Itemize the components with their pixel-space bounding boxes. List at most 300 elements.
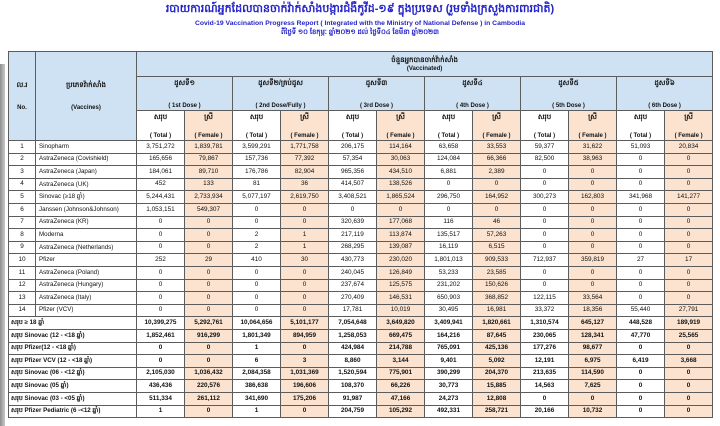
cell-row-number: 10 — [9, 254, 36, 267]
summary-value: 1,520,594 — [329, 367, 377, 380]
cell-value: 29 — [185, 254, 233, 267]
page-edge-shadow — [0, 64, 5, 426]
cell-value: 0 — [521, 267, 569, 280]
cell-value: 27,791 — [665, 304, 713, 317]
cell-value: 57,354 — [329, 153, 377, 166]
vaccinated-label-english: (Vaccinated) — [406, 66, 443, 73]
table-row — [9, 141, 713, 154]
cell-value: 0 — [569, 216, 617, 229]
female-subheader-english: ( Female ) — [290, 133, 319, 140]
cell-value: 1,053,151 — [137, 204, 185, 217]
female-subheader-inner — [665, 111, 712, 140]
summary-label: សរុប Sinovac (05 ឆ្នាំ) — [9, 380, 137, 393]
cell-value: 0 — [617, 241, 665, 254]
female-subheader — [281, 111, 329, 141]
summary-row — [9, 392, 713, 405]
cell-vaccine-name: Sinovac (≥18 ឆ្នាំ) — [36, 191, 137, 204]
summary-value: 0 — [137, 355, 185, 368]
cell-row-number: 2 — [9, 153, 36, 166]
total-subheader-inner — [521, 111, 568, 140]
cell-value: 240,045 — [329, 267, 377, 280]
summary-value: 10,399,275 — [137, 317, 185, 330]
summary-value: 448,528 — [617, 317, 665, 330]
cell-value: 0 — [665, 267, 713, 280]
summary-value: 2,084,358 — [233, 367, 281, 380]
cell-value: 79,867 — [185, 153, 233, 166]
female-subheader-khmer: ស្រី — [396, 114, 405, 122]
summary-row — [9, 367, 713, 380]
no-column-header — [9, 52, 36, 141]
cell-value: 0 — [569, 166, 617, 179]
summary-value: 645,127 — [569, 317, 617, 330]
summary-value: 98,677 — [569, 342, 617, 355]
female-subheader-khmer: ស្រី — [684, 114, 693, 122]
dose-2-english: ( 2nd Dose/Fully ) — [255, 103, 306, 110]
summary-row — [9, 317, 713, 330]
cell-row-number: 6 — [9, 204, 36, 217]
cell-value: 0 — [617, 204, 665, 217]
summary-value: 390,299 — [425, 367, 473, 380]
summary-value: 6 — [233, 355, 281, 368]
cell-value: 33,372 — [521, 304, 569, 317]
cell-value: 126,849 — [377, 267, 425, 280]
cell-vaccine-name: Pfizer (VCV) — [36, 304, 137, 317]
summary-value: 916,299 — [185, 329, 233, 342]
summary-value: 213,635 — [521, 367, 569, 380]
cell-value: 38,963 — [569, 153, 617, 166]
summary-value: 7,054,648 — [329, 317, 377, 330]
cell-value: 0 — [521, 216, 569, 229]
cell-value: 1,865,524 — [377, 191, 425, 204]
summary-row — [9, 380, 713, 393]
cell-value: 146,531 — [377, 292, 425, 305]
summary-value: 47,770 — [617, 329, 665, 342]
summary-value: 2,105,030 — [137, 367, 185, 380]
cell-value: 712,937 — [521, 254, 569, 267]
cell-value: 176,786 — [233, 166, 281, 179]
cell-value: 124,084 — [425, 153, 473, 166]
summary-value: 214,788 — [377, 342, 425, 355]
summary-value: 66,226 — [377, 380, 425, 393]
cell-value: 138,526 — [377, 178, 425, 191]
total-subheader-khmer: សរុប — [153, 114, 168, 122]
cell-value: 0 — [569, 178, 617, 191]
summary-value: 3,409,941 — [425, 317, 473, 330]
table-row — [9, 216, 713, 229]
cell-value: 0 — [521, 229, 569, 242]
summary-value: 6,419 — [617, 355, 665, 368]
female-subheader — [185, 111, 233, 141]
summary-value: 424,984 — [329, 342, 377, 355]
summary-value: 1,801,349 — [233, 329, 281, 342]
female-subheader-inner — [377, 111, 424, 140]
cell-value: 0 — [233, 279, 281, 292]
cell-value: 430,773 — [329, 254, 377, 267]
cell-value: 0 — [281, 216, 329, 229]
summary-value: 7,625 — [569, 380, 617, 393]
cell-value: 3,751,272 — [137, 141, 185, 154]
summary-value: 114,590 — [569, 367, 617, 380]
summary-value: 0 — [617, 342, 665, 355]
cell-value: 0 — [569, 241, 617, 254]
cell-value: 150,626 — [473, 279, 521, 292]
cell-value: 33,553 — [473, 141, 521, 154]
cell-value: 0 — [665, 216, 713, 229]
cell-value: 268,295 — [329, 241, 377, 254]
dose-5-khmer: ដូសទី៥ — [558, 80, 579, 88]
female-subheader-english: ( Female ) — [386, 133, 415, 140]
cell-value: 59,377 — [521, 141, 569, 154]
cell-value: 0 — [329, 204, 377, 217]
summary-value: 0 — [137, 342, 185, 355]
cell-value: 0 — [281, 279, 329, 292]
cell-value: 2,619,750 — [281, 191, 329, 204]
cell-value: 82,500 — [521, 153, 569, 166]
cell-value: 0 — [377, 204, 425, 217]
cell-value: 0 — [137, 241, 185, 254]
cell-value: 30,063 — [377, 153, 425, 166]
summary-value: 386,638 — [233, 380, 281, 393]
summary-value: 128,341 — [569, 329, 617, 342]
cell-value: 116 — [425, 216, 473, 229]
cell-vaccine-name: AstraZeneca (Poland) — [36, 267, 137, 280]
female-subheader-english: ( Female ) — [674, 133, 703, 140]
cell-value: 17,781 — [329, 304, 377, 317]
cell-value: 0 — [617, 166, 665, 179]
total-subheader — [617, 111, 665, 141]
cell-value: 0 — [665, 279, 713, 292]
summary-value: 1 — [233, 405, 281, 418]
total-subheader-inner — [329, 111, 376, 140]
cell-value: 0 — [281, 304, 329, 317]
cell-value: 46 — [473, 216, 521, 229]
cell-value: 1,839,781 — [185, 141, 233, 154]
summary-value: 0 — [185, 355, 233, 368]
cell-value: 0 — [473, 204, 521, 217]
cell-value: 0 — [137, 216, 185, 229]
table-row — [9, 178, 713, 191]
summary-value: 204,370 — [473, 367, 521, 380]
cell-row-number: 8 — [9, 229, 36, 242]
cell-value: 1,801,013 — [425, 254, 473, 267]
cell-value: 27 — [617, 254, 665, 267]
cell-value: 2,733,934 — [185, 191, 233, 204]
cell-value: 452 — [137, 178, 185, 191]
cell-value: 0 — [569, 229, 617, 242]
cell-value: 3,599,291 — [233, 141, 281, 154]
cell-value: 0 — [521, 178, 569, 191]
summary-value: 0 — [665, 342, 713, 355]
total-subheader-inner — [617, 111, 664, 140]
summary-label: សរុប ≥ 18 ឆ្នាំ — [9, 317, 137, 330]
cell-value: 16,119 — [425, 241, 473, 254]
vaccines-column-label-khmer: ប្រភេទវ៉ាក់សាំង — [66, 82, 106, 90]
dose-6-khmer: ដូសទី៦ — [654, 80, 675, 88]
summary-value: 0 — [665, 380, 713, 393]
female-subheader — [665, 111, 713, 141]
cell-value: 6,881 — [425, 166, 473, 179]
cell-value: 31,622 — [569, 141, 617, 154]
summary-value: 14,563 — [521, 380, 569, 393]
cell-value: 296,750 — [425, 191, 473, 204]
cell-value: 0 — [665, 204, 713, 217]
summary-value: 196,606 — [281, 380, 329, 393]
cell-value: 0 — [473, 178, 521, 191]
report-title-english: Covid-19 Vaccination Progress Report ( Integrated with the Ministry of National Defense ) in Cambodia — [194, 19, 526, 27]
dose-2-header — [233, 77, 329, 111]
cell-value: 0 — [617, 153, 665, 166]
summary-value: 436,436 — [137, 380, 185, 393]
summary-value: 0 — [617, 367, 665, 380]
female-subheader-inner — [473, 111, 520, 140]
vaccines-column-label-english: (Vaccines) — [71, 105, 101, 112]
cell-value: 0 — [233, 204, 281, 217]
summary-label: សរុប Pfizer Pediatric (6 -<12 ឆ្នាំ) — [9, 405, 137, 418]
cell-value: 113,874 — [377, 229, 425, 242]
summary-value: 3,144 — [377, 355, 425, 368]
summary-value: 6,975 — [569, 355, 617, 368]
cell-value: 0 — [665, 166, 713, 179]
cell-value: 89,710 — [185, 166, 233, 179]
total-subheader-inner — [137, 111, 184, 140]
cell-value: 0 — [185, 279, 233, 292]
dose-4-header — [425, 77, 521, 111]
cell-value: 0 — [281, 292, 329, 305]
summary-value: 5,292,761 — [185, 317, 233, 330]
cell-value: 0 — [281, 204, 329, 217]
cell-value: 133 — [185, 178, 233, 191]
summary-value: 261,112 — [185, 392, 233, 405]
total-subheader-english: ( Total ) — [149, 133, 172, 140]
cell-value: 5,244,431 — [137, 191, 185, 204]
cell-row-number: 11 — [9, 267, 36, 280]
cell-value: 10,019 — [377, 304, 425, 317]
summary-value: 91,987 — [329, 392, 377, 405]
table-row — [9, 153, 713, 166]
cell-value: 414,507 — [329, 178, 377, 191]
cell-value: 18,356 — [569, 304, 617, 317]
cell-value: 157,736 — [233, 153, 281, 166]
summary-value: 894,959 — [281, 329, 329, 342]
cell-value: 410 — [233, 254, 281, 267]
cell-row-number: 9 — [9, 241, 36, 254]
cell-value: 434,510 — [377, 166, 425, 179]
summary-value: 0 — [569, 392, 617, 405]
cell-value: 230,020 — [377, 254, 425, 267]
summary-value: 12,191 — [521, 355, 569, 368]
cell-value: 0 — [617, 292, 665, 305]
cell-value: 300,273 — [521, 191, 569, 204]
cell-value: 0 — [137, 279, 185, 292]
cell-value: 206,175 — [329, 141, 377, 154]
table-row — [9, 254, 713, 267]
summary-value: 3,649,820 — [377, 317, 425, 330]
dose-4-english: ( 4th Dose ) — [456, 103, 489, 110]
summary-value: 164,216 — [425, 329, 473, 342]
vaccines-column-header — [36, 52, 137, 141]
summary-value: 15,885 — [473, 380, 521, 393]
dose-2-khmer: ដូសទី២/គ្រប់ដូស — [258, 80, 303, 88]
cell-value: 0 — [617, 267, 665, 280]
cell-value: 81 — [233, 178, 281, 191]
cell-value: 77,392 — [281, 153, 329, 166]
cell-value: 53,233 — [425, 267, 473, 280]
dose-6-header — [617, 77, 713, 111]
total-subheader-khmer: សរុប — [633, 114, 648, 122]
cell-vaccine-name: Pfizer — [36, 254, 137, 267]
cell-value: 122,115 — [521, 292, 569, 305]
vaccinated-label-khmer: ចំនួនអ្នកបានចាក់វ៉ាក់សាំង — [391, 57, 458, 65]
cell-value: 0 — [185, 304, 233, 317]
dose-3-khmer: ដូសទី៣ — [365, 80, 388, 88]
summary-value: 0 — [617, 405, 665, 418]
cell-value: 252 — [137, 254, 185, 267]
summary-value: 0 — [281, 405, 329, 418]
cell-value: 0 — [233, 267, 281, 280]
cell-value: 0 — [617, 229, 665, 242]
total-subheader-english: ( Total ) — [341, 133, 364, 140]
cell-value: 6,515 — [473, 241, 521, 254]
cell-value: 0 — [569, 204, 617, 217]
summary-value: 0 — [521, 392, 569, 405]
cell-value: 965,356 — [329, 166, 377, 179]
summary-value: 1,310,574 — [521, 317, 569, 330]
table-row — [9, 267, 713, 280]
female-subheader-khmer: ស្រី — [204, 114, 213, 122]
cell-value: 82,904 — [281, 166, 329, 179]
vaccinated-header-row — [9, 52, 713, 77]
summary-value: 10,732 — [569, 405, 617, 418]
summary-value: 341,690 — [233, 392, 281, 405]
cell-value: 0 — [425, 204, 473, 217]
cell-row-number: 7 — [9, 216, 36, 229]
female-subheader — [569, 111, 617, 141]
summary-value: 425,136 — [473, 342, 521, 355]
summary-value: 669,475 — [377, 329, 425, 342]
summary-value: 258,721 — [473, 405, 521, 418]
cell-row-number: 13 — [9, 292, 36, 305]
summary-value: 0 — [281, 342, 329, 355]
female-subheader-inner — [569, 111, 616, 140]
cell-row-number: 3 — [9, 166, 36, 179]
summary-value: 0 — [185, 342, 233, 355]
female-subheader-inner — [281, 111, 328, 140]
cell-value: 16,981 — [473, 304, 521, 317]
dose-3-header — [329, 77, 425, 111]
summary-value: 5,092 — [473, 355, 521, 368]
summary-value: 775,901 — [377, 367, 425, 380]
cell-value: 0 — [137, 304, 185, 317]
dose-5-english: ( 5th Dose ) — [552, 103, 585, 110]
cell-value: 30,495 — [425, 304, 473, 317]
cell-value: 0 — [185, 267, 233, 280]
cell-value: 0 — [617, 279, 665, 292]
cell-value: 17 — [665, 254, 713, 267]
summary-label: សរុប Pfizer VCV (12 - <18 ឆ្នាំ) — [9, 355, 137, 368]
cell-value: 909,533 — [473, 254, 521, 267]
table-row — [9, 166, 713, 179]
cell-value: 141,277 — [665, 191, 713, 204]
cell-value: 1 — [281, 241, 329, 254]
summary-row — [9, 405, 713, 418]
summary-row — [9, 329, 713, 342]
cell-value: 0 — [233, 216, 281, 229]
cell-value: 0 — [425, 178, 473, 191]
cell-value: 2,389 — [473, 166, 521, 179]
summary-value: 220,576 — [185, 380, 233, 393]
table-body — [9, 141, 713, 418]
dose-1-english: ( 1st Dose ) — [168, 103, 201, 110]
cell-value: 33,564 — [569, 292, 617, 305]
female-subheader — [377, 111, 425, 141]
cell-value: 0 — [617, 178, 665, 191]
summary-value: 105,292 — [377, 405, 425, 418]
cell-vaccine-name: AstraZeneca (Hungary) — [36, 279, 137, 292]
cell-value: 217,119 — [329, 229, 377, 242]
report-header — [0, 0, 720, 37]
summary-value: 0 — [617, 380, 665, 393]
cell-value: 63,658 — [425, 141, 473, 154]
summary-value: 511,334 — [137, 392, 185, 405]
summary-value: 189,919 — [665, 317, 713, 330]
total-subheader-khmer: សរុប — [537, 114, 552, 122]
dose-1-header — [137, 77, 233, 111]
cell-value: 231,202 — [425, 279, 473, 292]
total-subheader-english: ( Total ) — [437, 133, 460, 140]
summary-value: 5,101,177 — [281, 317, 329, 330]
cell-value: 184,061 — [137, 166, 185, 179]
cell-value: 237,674 — [329, 279, 377, 292]
total-subheader-inner — [233, 111, 280, 140]
cell-value: 0 — [137, 292, 185, 305]
summary-value: 0 — [665, 405, 713, 418]
summary-value: 20,166 — [521, 405, 569, 418]
summary-value: 492,331 — [425, 405, 473, 418]
total-subheader — [425, 111, 473, 141]
cell-value: 165,656 — [137, 153, 185, 166]
table-row — [9, 304, 713, 317]
summary-value: 0 — [185, 405, 233, 418]
summary-value: 1,036,432 — [185, 367, 233, 380]
cell-vaccine-name: AstraZeneca (Japan) — [36, 166, 137, 179]
report-date-range: ពីថ្ងៃទី ១០ ខែកុម្ភៈ ឆ្នាំ២០២១ ដល់ ថ្ងៃទី០៤ ខែមីនា ឆ្នាំ២០២៣ — [280, 28, 439, 36]
cell-value: 0 — [185, 229, 233, 242]
cell-vaccine-name: AstraZeneca (KR) — [36, 216, 137, 229]
summary-row — [9, 355, 713, 368]
cell-vaccine-name: AstraZeneca (Covishield) — [36, 153, 137, 166]
summary-label: សរុប Sinovac (03 - <05 ឆ្នាំ) — [9, 392, 137, 405]
cell-vaccine-name: Sinopharm — [36, 141, 137, 154]
cell-value: 320,639 — [329, 216, 377, 229]
summary-value: 9,401 — [425, 355, 473, 368]
female-subheader-khmer: ស្រី — [588, 114, 597, 122]
cell-value: 0 — [137, 229, 185, 242]
summary-value: 12,808 — [473, 392, 521, 405]
total-subheader-khmer: សរុប — [441, 114, 456, 122]
cell-value: 0 — [185, 241, 233, 254]
female-subheader-inner — [185, 111, 232, 140]
summary-value: 177,276 — [521, 342, 569, 355]
summary-value: 3 — [281, 355, 329, 368]
summary-value: 1,852,461 — [137, 329, 185, 342]
total-subheader-english: ( Total ) — [245, 133, 268, 140]
cell-value: 0 — [665, 178, 713, 191]
female-subheader-english: ( Female ) — [194, 133, 223, 140]
cell-value: 0 — [617, 216, 665, 229]
cell-value: 36 — [281, 178, 329, 191]
cell-value: 270,409 — [329, 292, 377, 305]
female-subheader-khmer: ស្រី — [300, 114, 309, 122]
